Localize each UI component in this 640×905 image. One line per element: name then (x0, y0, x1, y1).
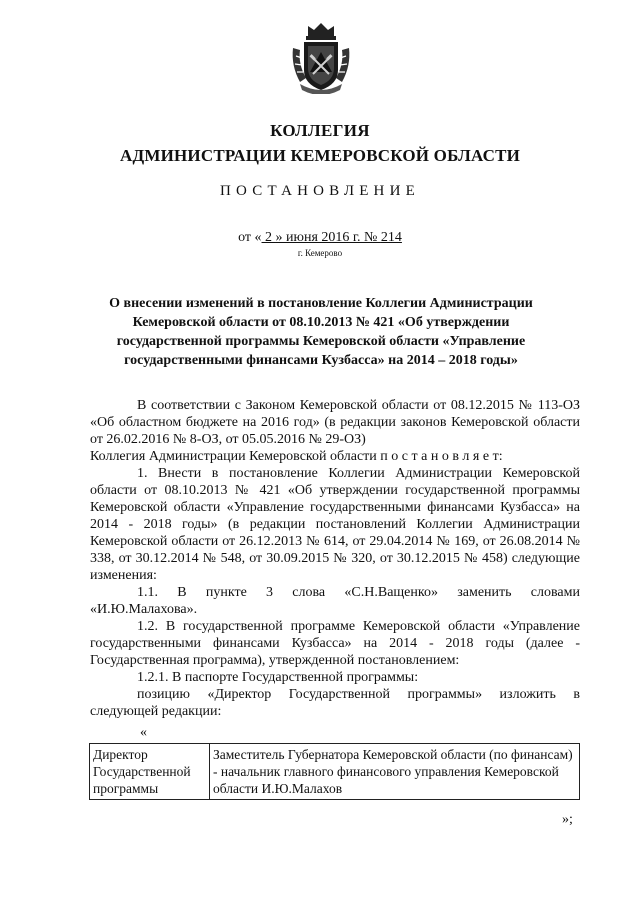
date-month-year: » июня 2016 г. № (275, 230, 381, 245)
title-line: государственной программы Кемеровской области «Управление (116, 334, 526, 349)
document-type: ПОСТАНОВЛЕНИЕ (220, 183, 420, 199)
title-line: государственными финансами Кузбасса» на 2014 – 2018 годы» (124, 353, 518, 368)
passport-table (89, 743, 580, 800)
paragraph-item-1: 1. Внести в постановление Коллегии Администрации Кемеровской области от 08.10.2013 № 421 «Об утверждении государственной программы Кемеровской области «Управление государственными финансами Кузбасса» на 2014 - 2018 годы» (в редакции постановлений Коллегии Администрации Кемеровской области от 26.12.2013 № 614, от 29.04.2014 № 169, от 26.08.2014 № 338, от 30.12.2014 № 548, от 30.09.2015 № 320, от 30.12.2015 № 458) следующие изменения: (90, 466, 580, 583)
open-quote: « (140, 725, 147, 740)
date-line (0, 230, 640, 246)
paragraph-item-1-2: 1.2. В государственной программе Кемеровской области «Управление государственными финансами Кузбасса» на 2014 - 2018 годы (далее - Государственная программа), утвержденной постановлением: (90, 619, 580, 668)
table-cell-label: Директор Государственной программы (90, 744, 210, 800)
close-quote: »; (562, 812, 573, 827)
document-number: 214 (380, 230, 402, 245)
city: г. Кемерово (297, 248, 343, 258)
org-name-line1: КОЛЛЕГИЯ (270, 121, 370, 140)
date-prefix: от « (238, 230, 262, 245)
table-row (90, 744, 580, 800)
paragraph-position: позицию «Директор Государственной программы» изложить в следующей редакции: (90, 687, 580, 719)
title-line: О внесении изменений в постановление Коллегии Администрации (109, 296, 533, 311)
date-day: 2 (261, 230, 276, 245)
coat-of-arms-icon (290, 22, 352, 94)
paragraph-item-1-2-1: 1.2.1. В паспорте Государственной программы: (137, 670, 419, 685)
paragraph-resolves: Коллегия Администрации Кемеровской области п о с т а н о в л я е т: (90, 449, 503, 464)
paragraph-item-1-1: 1.1. В пункте 3 слова «С.Н.Ващенко» заменить словами «И.Ю.Малахова». (90, 585, 580, 617)
paragraph-preamble: В соответствии с Законом Кемеровской области от 08.12.2015 № 113-ОЗ «Об областном бюджете на 2016 год» (в редакции законов Кемеровской области от 26.02.2016 № 8-ОЗ, от 05.05.2016 № 29-ОЗ) (90, 398, 580, 447)
org-name-line2: АДМИНИСТРАЦИИ КЕМЕРОВСКОЙ ОБЛАСТИ (119, 146, 521, 165)
table-cell-value: Заместитель Губернатора Кемеровской области (по финансам) - начальник главного финансового управления Кемеровской области И.Ю.Малахов (210, 744, 580, 800)
title-line: Кемеровской области от 08.10.2013 № 421 «Об утверждении (132, 315, 510, 330)
document-title (96, 294, 546, 370)
